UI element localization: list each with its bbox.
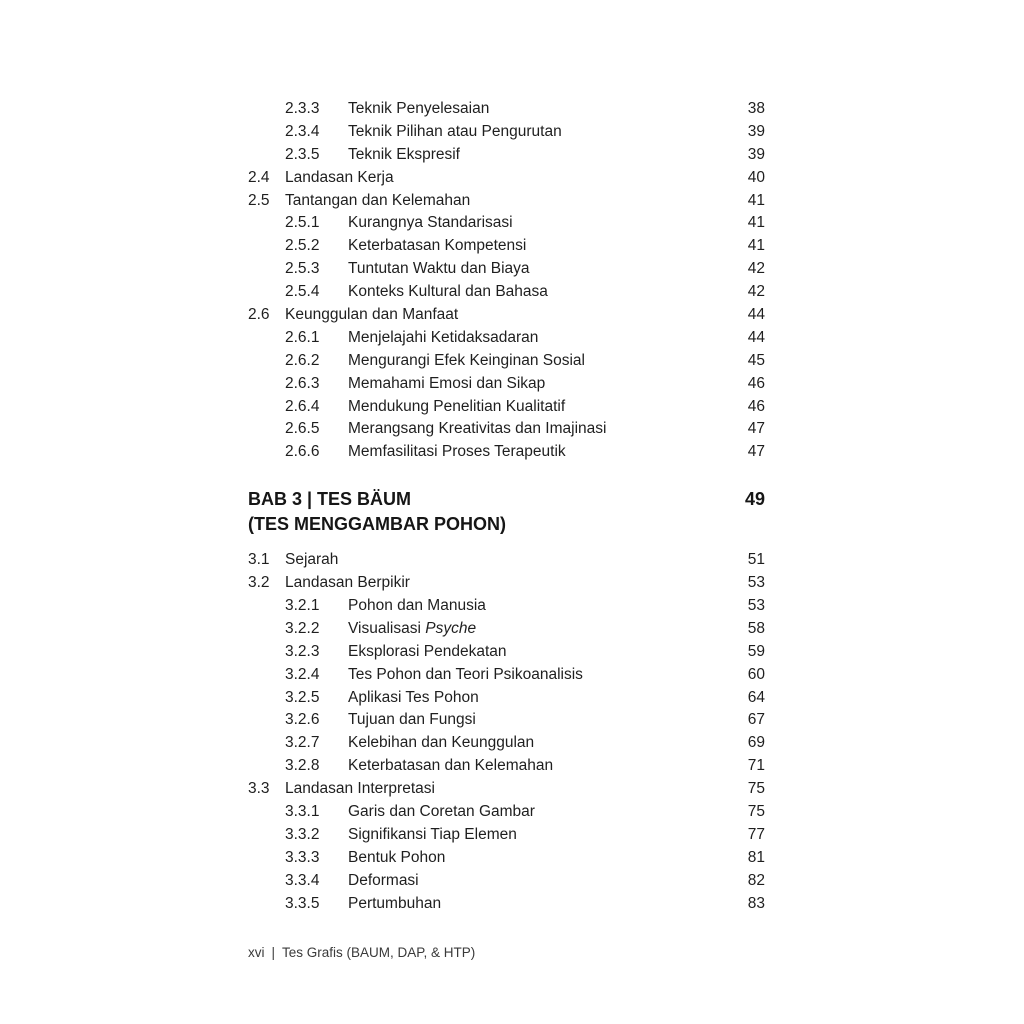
chapter-heading-page-number: 49 bbox=[744, 489, 765, 510]
toc-entry-title: Aplikasi Tes Pohon bbox=[348, 688, 479, 706]
toc-entry-number: 3.1 bbox=[248, 551, 270, 569]
toc-entry-number: 3.2.1 bbox=[285, 597, 320, 615]
toc-entry-title: Eksplorasi Pendekatan bbox=[348, 642, 507, 660]
toc-entry-number: 3.3 bbox=[248, 780, 270, 798]
toc-entry-page: 82 bbox=[747, 871, 765, 889]
toc-entry bbox=[248, 121, 765, 144]
toc-entry-page: 51 bbox=[747, 551, 765, 569]
toc-entry-page: 46 bbox=[747, 374, 765, 392]
toc-entry-page: 40 bbox=[747, 168, 765, 186]
toc-entry-number: 3.3.4 bbox=[285, 871, 320, 889]
toc-entry-page: 64 bbox=[747, 688, 765, 706]
toc-entry-title: Mendukung Penelitian Kualitatif bbox=[348, 397, 566, 415]
toc-entry bbox=[248, 732, 765, 755]
footer-separator: | bbox=[271, 945, 276, 960]
toc-entry-title: Tantangan dan Kelemahan bbox=[285, 191, 471, 209]
toc-entry bbox=[248, 664, 765, 687]
toc-entry-title: Tes Pohon dan Teori Psikoanalisis bbox=[348, 665, 583, 683]
toc-entry bbox=[248, 373, 765, 396]
toc-entry bbox=[248, 709, 765, 732]
toc-entry-number: 2.5.3 bbox=[285, 260, 320, 278]
toc-entry bbox=[248, 167, 765, 190]
toc-entry-title: Kurangnya Standarisasi bbox=[348, 214, 513, 232]
toc-entry-page: 47 bbox=[747, 420, 765, 438]
toc-entry bbox=[248, 893, 765, 916]
toc-entry bbox=[248, 212, 765, 235]
toc-entry-number: 2.5 bbox=[248, 191, 270, 209]
toc-entry bbox=[248, 235, 765, 258]
toc-entry-title: Memfasilitasi Proses Terapeutik bbox=[348, 443, 566, 461]
toc-entry-title: Deformasi bbox=[348, 871, 419, 889]
toc-entry bbox=[248, 641, 765, 664]
toc-entry bbox=[248, 350, 765, 373]
toc-entry-title: Landasan Berpikir bbox=[285, 574, 410, 592]
toc-entry-number: 3.2.6 bbox=[285, 711, 320, 729]
toc-entry-page: 45 bbox=[747, 351, 765, 369]
toc-entry bbox=[248, 572, 765, 595]
toc-entry-page: 77 bbox=[747, 825, 765, 843]
toc-entry-title: Tuntutan Waktu dan Biaya bbox=[348, 260, 530, 278]
toc-entry-title: Keunggulan dan Manfaat bbox=[285, 306, 459, 324]
toc-entry-page: 41 bbox=[747, 237, 765, 255]
toc-entry-title: Menjelajahi Ketidaksadaran bbox=[348, 328, 539, 346]
toc-entry-page: 67 bbox=[747, 711, 765, 729]
toc-entry-number: 3.3.1 bbox=[285, 803, 320, 821]
toc-entry-number: 3.3.3 bbox=[285, 848, 320, 866]
toc-entry-title: Merangsang Kreativitas dan Imajinasi bbox=[348, 420, 607, 438]
toc-entry-page: 69 bbox=[747, 734, 765, 752]
toc-entry-page: 42 bbox=[747, 283, 765, 301]
toc-entry-page: 42 bbox=[747, 260, 765, 278]
toc-entry-title: Mengurangi Efek Keinginan Sosial bbox=[348, 351, 585, 369]
toc-entry-title: Keterbatasan Kompetensi bbox=[348, 237, 527, 255]
toc-entry-number: 2.5.4 bbox=[285, 283, 320, 301]
toc-entry-number: 3.3.2 bbox=[285, 825, 320, 843]
toc-entry-number: 2.3.5 bbox=[285, 145, 320, 163]
toc-entry bbox=[248, 847, 765, 870]
toc-entry bbox=[248, 595, 765, 618]
toc-entry-page: 41 bbox=[747, 191, 765, 209]
toc-entry bbox=[248, 801, 765, 824]
toc-entry-page: 59 bbox=[747, 642, 765, 660]
toc-entry-title: Teknik Pilihan atau Pengurutan bbox=[348, 122, 562, 140]
toc-entry-number: 3.2.3 bbox=[285, 642, 320, 660]
toc-entry-title: Teknik Ekspresif bbox=[348, 145, 460, 163]
footer-page-label: xvi bbox=[248, 945, 265, 960]
toc-entry-title: Landasan Interpretasi bbox=[285, 780, 435, 798]
toc-entry-number: 2.6.5 bbox=[285, 420, 320, 438]
toc-entry-page: 41 bbox=[747, 214, 765, 232]
toc-entry-page: 44 bbox=[747, 328, 765, 346]
toc-entry-number: 2.5.2 bbox=[285, 237, 320, 255]
toc-entry-page: 53 bbox=[747, 597, 765, 615]
toc-entry-number: 2.6.4 bbox=[285, 397, 320, 415]
toc-entry bbox=[248, 281, 765, 304]
toc-entry-number: 3.3.5 bbox=[285, 894, 320, 912]
toc-entry-page: 81 bbox=[747, 848, 765, 866]
toc-entry-title: Teknik Penyelesaian bbox=[348, 100, 490, 117]
toc-entry-page: 39 bbox=[747, 145, 765, 163]
toc-entry-number: 3.2.4 bbox=[285, 665, 320, 683]
toc-entry-number: 2.6.2 bbox=[285, 351, 320, 369]
toc-entry-title: Garis dan Coretan Gambar bbox=[348, 803, 535, 821]
toc-entry-title-italic: Psyche bbox=[425, 619, 477, 637]
footer-book-title: Tes Grafis (BAUM, DAP, & HTP) bbox=[282, 945, 476, 960]
toc-entry-number: 3.2.7 bbox=[285, 734, 320, 752]
toc-entry-title: Tujuan dan Fungsi bbox=[348, 711, 476, 729]
toc-entry bbox=[248, 441, 765, 464]
toc-entry bbox=[248, 549, 765, 572]
chapter-heading-line1: BAB 3 | TES BÄUM bbox=[248, 489, 412, 510]
toc-entry-title: Kelebihan dan Keunggulan bbox=[348, 734, 535, 752]
toc-entry-page: 46 bbox=[747, 397, 765, 415]
toc-entry-page: 47 bbox=[747, 443, 765, 461]
toc-section-chapter2-continued bbox=[248, 98, 765, 464]
chapter-heading bbox=[248, 487, 765, 537]
table-of-contents bbox=[248, 98, 765, 916]
toc-entry-title: Bentuk Pohon bbox=[348, 848, 446, 866]
toc-entry-title: Memahami Emosi dan Sikap bbox=[348, 374, 546, 392]
toc-entry-title: Landasan Kerja bbox=[285, 168, 394, 186]
toc-entry-title: Pohon dan Manusia bbox=[348, 597, 486, 615]
toc-entry bbox=[248, 144, 765, 167]
toc-entry-page: 38 bbox=[747, 100, 765, 117]
toc-entry-title: Konteks Kultural dan Bahasa bbox=[348, 283, 548, 301]
toc-entry-page: 75 bbox=[747, 780, 765, 798]
toc-entry-title: Sejarah bbox=[285, 551, 339, 569]
toc-entry-number: 3.2.2 bbox=[285, 619, 320, 637]
toc-entry bbox=[248, 304, 765, 327]
toc-entry bbox=[248, 778, 765, 801]
toc-entry bbox=[248, 870, 765, 893]
toc-entry bbox=[248, 687, 765, 710]
toc-entry-title: Visualisasi Psyche bbox=[348, 619, 477, 637]
toc-entry bbox=[248, 418, 765, 441]
toc-entry-page: 83 bbox=[747, 894, 765, 912]
toc-entry-number: 3.2.8 bbox=[285, 757, 320, 775]
toc-entry-page: 75 bbox=[747, 803, 765, 821]
toc-entry bbox=[248, 824, 765, 847]
page-footer bbox=[248, 945, 475, 960]
toc-entry-title: Signifikansi Tiap Elemen bbox=[348, 825, 517, 843]
toc-entry bbox=[248, 618, 765, 641]
chapter-heading-title bbox=[248, 487, 745, 537]
toc-entry bbox=[248, 755, 765, 778]
toc-entry bbox=[248, 258, 765, 281]
toc-entry-number: 2.3.3 bbox=[285, 100, 320, 117]
toc-entry-title: Keterbatasan dan Kelemahan bbox=[348, 757, 554, 775]
toc-entry-page: 44 bbox=[747, 306, 765, 324]
toc-entry-title: Pertumbuhan bbox=[348, 894, 442, 912]
toc-entry-page: 60 bbox=[747, 665, 765, 683]
toc-entry bbox=[248, 327, 765, 350]
toc-entry-number: 2.6.1 bbox=[285, 328, 320, 346]
toc-entry-page: 53 bbox=[747, 574, 765, 592]
toc-entry-number: 2.6 bbox=[248, 306, 270, 324]
toc-entry-number: 3.2.5 bbox=[285, 688, 320, 706]
toc-entry-number: 2.4 bbox=[248, 168, 270, 186]
toc-entry-page: 39 bbox=[747, 122, 765, 140]
toc-entry bbox=[248, 396, 765, 419]
toc-entry-number: 3.2 bbox=[248, 574, 270, 592]
toc-entry-number: 2.6.6 bbox=[285, 443, 320, 461]
toc-entry-page: 58 bbox=[747, 619, 765, 637]
toc-section-chapter3 bbox=[248, 549, 765, 915]
toc-entry-number: 2.5.1 bbox=[285, 214, 320, 232]
toc-entry-page: 71 bbox=[747, 757, 765, 775]
toc-entry bbox=[248, 98, 765, 121]
toc-entry-number: 2.3.4 bbox=[285, 122, 320, 140]
toc-entry-number: 2.6.3 bbox=[285, 374, 320, 392]
chapter-heading-line2: (TES MENGGAMBAR POHON) bbox=[248, 514, 506, 535]
toc-entry bbox=[248, 190, 765, 213]
